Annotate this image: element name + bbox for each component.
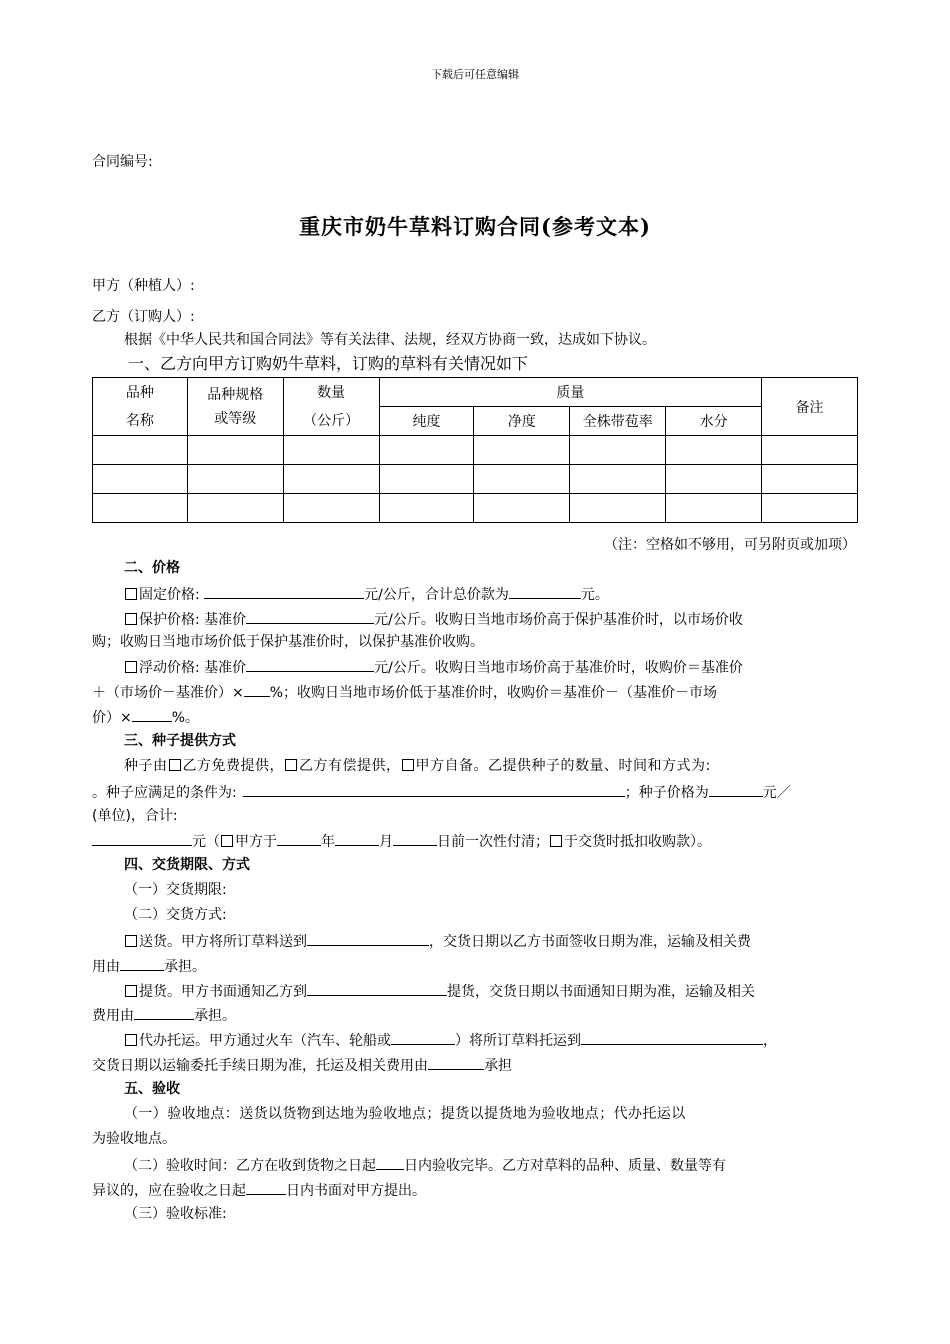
table-cell[interactable] (93, 494, 188, 523)
fixed-price-field[interactable] (204, 583, 364, 599)
table-cell[interactable] (187, 465, 283, 494)
section-1-heading: 一、乙方向甲方订购奶牛草料，订购的草料有关情况如下 (128, 354, 529, 373)
contract-number-label: 合同编号: (92, 154, 153, 170)
consign-checkbox[interactable] (125, 1034, 137, 1046)
protect-price-line-2: 购；收购日当地市场价低于保护基准价时，以保护基准价收购。 (92, 634, 484, 650)
table-cell[interactable] (379, 465, 474, 494)
fixed-price-line: 固定价格: 元/公斤，合计总价款为 元。 (124, 583, 609, 605)
objection-days-field[interactable] (246, 1179, 286, 1195)
col-cleanliness: 净度 (474, 407, 570, 436)
col-bract-rate: 全株带苞率 (570, 407, 666, 436)
protect-price-checkbox[interactable] (125, 613, 137, 625)
pickup-cost-bearer-field[interactable] (134, 1004, 194, 1020)
total-price-field[interactable] (509, 583, 581, 599)
fixed-price-checkbox[interactable] (125, 588, 137, 600)
party-b-label: 乙方（订购人）: (92, 309, 195, 325)
col-variety-line2: 名称 (125, 412, 154, 429)
seed-payment-line: 元（ 甲方于 年 月 日前一次性付清； 于交货时抵扣收购款）。 (92, 830, 711, 852)
table-cell[interactable] (93, 436, 188, 465)
table-cell[interactable] (474, 465, 570, 494)
seed-deduct-checkbox[interactable] (550, 835, 562, 847)
col-moisture: 水分 (666, 407, 762, 436)
inspection-standard: （三）验收标准: (124, 1206, 227, 1222)
pickup-line-2: 费用由 承担。 (92, 1004, 236, 1026)
table-cell[interactable] (666, 494, 762, 523)
table-row (93, 436, 858, 465)
table-cell[interactable] (666, 465, 762, 494)
inspection-time-line: （二）验收时间：乙方在收到货物之日起 日内验收完毕。乙方对草料的品种、质量、数量等有 (124, 1154, 726, 1176)
float-price-checkbox[interactable] (125, 661, 137, 673)
float-percent-down-field[interactable] (132, 706, 172, 722)
table-cell[interactable] (379, 436, 474, 465)
section-4-heading: 四、交货期限、方式 (124, 857, 250, 873)
table-cell[interactable] (474, 436, 570, 465)
table-cell[interactable] (187, 494, 283, 523)
table-cell[interactable] (93, 465, 188, 494)
order-table (92, 377, 858, 523)
table-cell[interactable] (379, 494, 474, 523)
float-base-price-field[interactable] (246, 656, 374, 672)
seed-paid-checkbox[interactable] (285, 759, 297, 771)
delivery-send-line-2: 用由 承担。 (92, 955, 206, 977)
table-cell[interactable] (762, 465, 858, 494)
table-cell[interactable] (283, 465, 379, 494)
seed-free-checkbox[interactable] (169, 759, 181, 771)
preamble: 根据《中华人民共和国合同法》等有关法律、法规，经双方协商一致，达成如下协议。 (124, 332, 656, 348)
float-percent-up-field[interactable] (244, 681, 270, 697)
seed-price-field[interactable] (709, 781, 763, 797)
col-variety-line1: 品种 (125, 384, 154, 401)
consign-destination-field[interactable] (581, 1029, 763, 1045)
seed-provision-line: 种子由 乙方免费提供， 乙方有偿提供， 甲方自备。乙提供种子的数量、时间和方式为: (124, 758, 711, 774)
delivery-method: （二）交货方式: (124, 907, 227, 923)
party-a-label: 甲方（种植人）: (92, 278, 195, 294)
seed-condition-field[interactable] (243, 781, 625, 797)
section-3-heading: 三、种子提供方式 (124, 733, 236, 749)
table-cell[interactable] (474, 494, 570, 523)
table-cell[interactable] (762, 436, 858, 465)
col-quality: 质量 (379, 378, 761, 407)
page-title: 重庆市奶牛草料订购合同(参考文本) (299, 214, 651, 239)
consign-line-2: 交货日期以运输委托手续日期为准，托运及相关费用由 承担 (92, 1054, 512, 1076)
table-cell[interactable] (570, 436, 666, 465)
table-cell[interactable] (187, 436, 283, 465)
col-spec-line1: 品种规格 (207, 386, 264, 403)
header-note: 下载后可任意编辑 (431, 68, 519, 81)
col-remark: 备注 (762, 378, 858, 436)
table-row (93, 494, 858, 523)
table-cell[interactable] (283, 494, 379, 523)
table-row (93, 465, 858, 494)
seed-year-field[interactable] (277, 830, 321, 846)
col-spec (187, 378, 283, 436)
delivery-send-checkbox[interactable] (125, 935, 137, 947)
seed-unit-line: (单位)，合计: (92, 808, 178, 824)
seed-month-field[interactable] (335, 830, 379, 846)
inspection-days-field[interactable] (376, 1154, 404, 1170)
col-quantity (283, 378, 379, 436)
section-2-heading: 二、价格 (124, 560, 180, 576)
protect-price-line: 保护价格: 基准价 元/公斤。收购日当地市场价高于保护基准价时，以市场价收 (124, 608, 743, 630)
table-cell[interactable] (762, 494, 858, 523)
col-purity: 纯度 (379, 407, 474, 436)
seed-self-checkbox[interactable] (402, 759, 414, 771)
float-price-line: 浮动价格: 基准价 元/公斤。收购日当地市场价高于基准价时，收购价＝基准价 (124, 656, 743, 678)
table-cell[interactable] (283, 436, 379, 465)
pickup-checkbox[interactable] (125, 985, 137, 997)
consign-line: 代办托运。甲方通过火车（汽车、轮船或 ）将所订草料托运到 ， (124, 1029, 777, 1051)
pickup-location-field[interactable] (307, 980, 447, 996)
delivery-period: （一）交货期限: (124, 882, 227, 898)
delivery-destination-field[interactable] (307, 930, 429, 946)
inspection-place-line: （一）验收地点：送货以货物到达地为验收地点；提货以提货地为验收地点；代办托运以 (124, 1106, 686, 1122)
seed-total-field[interactable] (92, 830, 192, 846)
col-quantity-line2: （公斤） (303, 412, 360, 429)
seed-day-field[interactable] (393, 830, 437, 846)
inspection-place-line-2: 为验收地点。 (92, 1131, 176, 1147)
consign-cost-bearer-field[interactable] (428, 1054, 484, 1070)
delivery-cost-bearer-field[interactable] (120, 955, 164, 971)
col-variety (93, 378, 188, 436)
table-note: （注：空格如不够用，可另附页或加项） (604, 537, 856, 553)
protect-base-price-field[interactable] (246, 608, 374, 624)
delivery-send-line: 送货。甲方将所订草料送到 ，交货日期以乙方书面签收日期为准，运输及相关费 (124, 930, 751, 952)
table-cell[interactable] (570, 465, 666, 494)
table-cell[interactable] (570, 494, 666, 523)
seed-prepay-checkbox[interactable] (221, 835, 233, 847)
seed-condition-line: 。种子应满足的条件为: ；种子价格为 元／ (92, 781, 791, 803)
float-price-line-3: 价）× %。 (92, 706, 199, 728)
col-spec-line2: 或等级 (214, 410, 257, 427)
float-price-line-2: ＋（市场价－基准价）× %；收购日当地市场价低于基准价时，收购价＝基准价－（基准价－市场 (92, 681, 717, 703)
col-quantity-line1: 数量 (317, 384, 346, 401)
inspection-time-line-2: 异议的，应在验收之日起 日内书面对甲方提出。 (92, 1179, 426, 1201)
pickup-line: 提货。甲方书面通知乙方到 提货，交货日期以书面通知日期为准，运输及相关 (124, 980, 755, 1002)
table-cell[interactable] (666, 436, 762, 465)
consign-transport-field[interactable] (391, 1029, 455, 1045)
section-5-heading: 五、验收 (124, 1081, 180, 1097)
